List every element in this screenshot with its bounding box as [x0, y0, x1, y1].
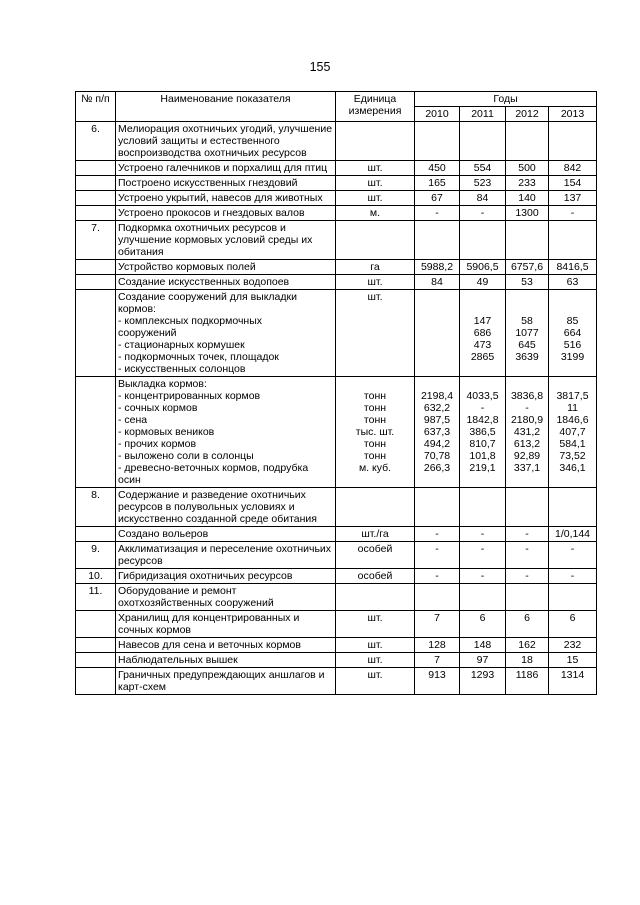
row-value-line	[551, 378, 594, 390]
row-unit: шт./га	[336, 527, 415, 542]
row-value: 154	[549, 176, 597, 191]
row-value-line: 637,3	[423, 426, 451, 438]
row-value-line	[551, 303, 594, 315]
row-value: -	[415, 569, 460, 584]
row-name-text: Мелиорация охотничьих угодий, улучшение условий защиты и естественного воспроизводства охотничьих ресурсов	[118, 123, 333, 159]
row-value-line: 386,5	[469, 426, 496, 438]
row-value	[506, 377, 549, 488]
table-row	[76, 488, 597, 527]
row-number	[76, 653, 116, 668]
row-name-line: - стационарных кормушек	[118, 339, 245, 351]
row-value: 140	[506, 191, 549, 206]
row-unit: м.	[336, 206, 415, 221]
row-unit-line	[338, 315, 412, 327]
row-value: 67	[415, 191, 460, 206]
row-value-line: -	[525, 402, 529, 414]
row-name-text: Устроено галечников и порхалищ для птиц	[118, 162, 328, 174]
row-value-line: 1842,8	[466, 414, 499, 426]
row-unit-line: тонн	[363, 438, 387, 450]
row-value-line: 4033,5	[466, 390, 499, 402]
row-number	[76, 275, 116, 290]
row-unit: га	[336, 260, 415, 275]
row-value	[415, 377, 460, 488]
row-unit-line: тыс. шт.	[355, 426, 395, 438]
row-name-text: Акклиматизация и переселение охотничьих ресурсов	[118, 543, 332, 567]
row-value-line: 92,89	[513, 450, 541, 462]
row-unit-line: м. куб.	[358, 462, 392, 474]
row-value: -	[549, 569, 597, 584]
row-unit	[336, 377, 415, 488]
row-value: -	[460, 206, 506, 221]
row-value	[415, 584, 460, 611]
table-header	[76, 92, 597, 122]
table-row	[76, 611, 597, 638]
row-name	[116, 290, 336, 377]
header-year: 2011	[460, 107, 506, 122]
row-value-line	[508, 378, 546, 390]
row-name-line: кормов:	[118, 303, 156, 315]
row-value	[506, 290, 549, 377]
row-unit-line: тонн	[363, 414, 387, 426]
row-value	[460, 221, 506, 260]
row-value: 162	[506, 638, 549, 653]
row-unit-line	[338, 351, 412, 363]
header-year: 2013	[549, 107, 597, 122]
row-unit: шт.	[336, 638, 415, 653]
row-value: 53	[506, 275, 549, 290]
row-value: -	[460, 569, 506, 584]
row-value	[549, 377, 597, 488]
row-name-line: - сена	[118, 414, 148, 426]
row-name	[116, 638, 336, 653]
row-value: 63	[549, 275, 597, 290]
row-unit	[336, 221, 415, 260]
row-value-line: 219,1	[469, 462, 496, 474]
row-value-line	[508, 291, 546, 303]
row-name-text: Устроено прокосов и гнездовых валов	[118, 207, 305, 219]
row-value-line: 2865	[470, 351, 495, 363]
row-value	[415, 122, 460, 161]
row-value-line: 987,5	[423, 414, 451, 426]
row-value: -	[415, 527, 460, 542]
row-value-line	[508, 363, 546, 375]
row-value: 6	[506, 611, 549, 638]
row-value-line: 3836,8	[510, 390, 544, 402]
row-name-line: сооружений	[118, 327, 177, 339]
header-year: 2010	[415, 107, 460, 122]
row-name-text: Хранилищ для концентрированных и сочных кормов	[118, 612, 300, 636]
row-value: -	[460, 527, 506, 542]
row-unit	[336, 290, 415, 377]
row-value	[415, 290, 460, 377]
row-unit-line	[338, 327, 412, 339]
row-name-line: - концентрированных кормов	[118, 390, 261, 402]
row-value-line: 11	[567, 402, 578, 414]
row-value: -	[549, 542, 597, 569]
row-value-line	[462, 474, 503, 486]
row-unit-line	[338, 303, 412, 315]
row-value-line: 494,2	[423, 438, 451, 450]
row-value	[549, 584, 597, 611]
row-value-line: 613,2	[513, 438, 541, 450]
row-name	[116, 122, 336, 161]
row-value: 5906,5	[460, 260, 506, 275]
row-value-line: 2198,4	[420, 390, 454, 402]
row-value-line: 645	[518, 339, 536, 351]
row-value: -	[415, 206, 460, 221]
row-name-text: Наблюдательных вышек	[118, 654, 238, 666]
row-unit: шт.	[336, 668, 415, 695]
row-name-line: - подкормочных точек, площадок	[118, 351, 279, 363]
row-value-line: -	[480, 402, 485, 414]
row-value-line: 70,78	[423, 450, 451, 462]
row-name	[116, 191, 336, 206]
table-row	[76, 377, 597, 488]
row-name	[116, 377, 336, 488]
row-value: 554	[460, 161, 506, 176]
row-value	[506, 221, 549, 260]
row-value: 7	[415, 653, 460, 668]
row-name-text: Гибридизация охотничьих ресурсов	[118, 570, 293, 582]
table-row	[76, 275, 597, 290]
row-value-line: 516	[563, 339, 582, 351]
row-number	[76, 638, 116, 653]
row-unit: шт.	[336, 176, 415, 191]
row-value	[506, 584, 549, 611]
row-value-line: 473	[473, 339, 492, 351]
row-number: 10.	[76, 569, 116, 584]
row-name	[116, 206, 336, 221]
row-name	[116, 527, 336, 542]
row-value: 84	[415, 275, 460, 290]
row-value-line: 147	[473, 315, 492, 327]
row-value: -	[506, 542, 549, 569]
row-value-line	[417, 474, 457, 486]
row-value: 15	[549, 653, 597, 668]
row-unit	[336, 488, 415, 527]
row-value-line: 266,3	[423, 462, 451, 474]
row-value-line	[417, 378, 457, 390]
row-value-line: 3639	[515, 351, 539, 363]
row-value-line	[551, 363, 594, 375]
row-value: 5988,2	[415, 260, 460, 275]
row-name-text: Устройство кормовых полей	[118, 261, 256, 273]
row-name-line: Создание сооружений для выкладки	[118, 291, 297, 303]
row-value-line	[508, 474, 546, 486]
row-number	[76, 668, 116, 695]
row-number	[76, 260, 116, 275]
row-value: 137	[549, 191, 597, 206]
row-unit-line: тонн	[363, 390, 387, 402]
row-value: 165	[415, 176, 460, 191]
row-number: 8.	[76, 488, 116, 527]
row-value: 6	[549, 611, 597, 638]
row-name-text: Создано вольеров	[118, 528, 209, 540]
data-table	[75, 91, 597, 695]
row-value: 97	[460, 653, 506, 668]
row-name-line: - древесно-веточных кормов, подрубка	[118, 462, 309, 474]
row-number: 9.	[76, 542, 116, 569]
table-row	[76, 161, 597, 176]
row-value: -	[460, 542, 506, 569]
row-value: 913	[415, 668, 460, 695]
row-value: 6	[460, 611, 506, 638]
row-value	[415, 488, 460, 527]
row-unit: шт.	[336, 275, 415, 290]
row-value-line	[417, 291, 457, 303]
row-number	[76, 377, 116, 488]
table-row	[76, 542, 597, 569]
row-value: 8416,5	[549, 260, 597, 275]
row-value-line: 664	[563, 327, 582, 339]
row-value-line: 73,52	[559, 450, 586, 462]
row-value: 18	[506, 653, 549, 668]
row-value: 450	[415, 161, 460, 176]
row-number	[76, 206, 116, 221]
row-name-line: - искусственных солонцов	[118, 363, 246, 375]
row-name-text: Построено искусственных гнездовий	[118, 177, 298, 189]
row-unit-line	[338, 378, 412, 390]
row-value-line: 346,1	[559, 462, 586, 474]
table-row	[76, 638, 597, 653]
row-value-line	[551, 291, 594, 303]
row-value-line	[551, 474, 594, 486]
row-value-line	[508, 303, 546, 315]
row-name-text: Устроено укрытий, навесов для животных	[118, 192, 323, 204]
row-name	[116, 260, 336, 275]
row-name-line: - выложено соли в солонцы	[118, 450, 254, 462]
row-name-line: осин	[118, 474, 141, 486]
row-name	[116, 542, 336, 569]
row-unit: шт.	[336, 161, 415, 176]
row-value-line	[417, 339, 457, 351]
header-year: 2012	[506, 107, 549, 122]
row-unit: шт.	[336, 191, 415, 206]
row-unit	[336, 584, 415, 611]
row-value-line: 3817,5	[556, 390, 589, 402]
row-unit-line	[338, 474, 412, 486]
header-name: Наименование показателя	[116, 92, 336, 122]
row-value-line: 85	[566, 315, 579, 327]
row-value: -	[506, 569, 549, 584]
row-value-line: 337,1	[513, 462, 541, 474]
row-name-text: Граничных предупреждающих аншлагов и карт-схем	[118, 669, 325, 693]
row-unit-line: тонн	[363, 450, 387, 462]
row-value-line	[462, 363, 503, 375]
row-name-line: - сочных кормов	[118, 402, 198, 414]
row-value	[460, 290, 506, 377]
row-value-line	[462, 303, 503, 315]
row-number: 7.	[76, 221, 116, 260]
row-value	[506, 488, 549, 527]
row-name-text: Подкормка охотничьих ресурсов и улучшение кормовых условий среды их обитания	[118, 222, 313, 258]
table-row	[76, 122, 597, 161]
table-row	[76, 569, 597, 584]
row-name-line: - кормовых веников	[118, 426, 215, 438]
row-value-line: 431,2	[513, 426, 541, 438]
header-unit: Единица измерения	[336, 92, 415, 122]
row-value	[549, 290, 597, 377]
row-value	[460, 488, 506, 527]
row-name-line: Выкладка кормов:	[118, 378, 207, 390]
row-name	[116, 161, 336, 176]
row-name	[116, 668, 336, 695]
row-unit-line	[338, 339, 412, 351]
table-row	[76, 290, 597, 377]
row-unit: шт.	[336, 653, 415, 668]
header-num: № п/п	[76, 92, 116, 122]
row-value: -	[415, 542, 460, 569]
table-row	[76, 260, 597, 275]
row-value: 7	[415, 611, 460, 638]
row-value: 49	[460, 275, 506, 290]
row-unit-line: тонн	[363, 402, 387, 414]
row-value	[415, 221, 460, 260]
row-name	[116, 584, 336, 611]
row-value: 148	[460, 638, 506, 653]
row-value-line: 2180,9	[510, 414, 544, 426]
row-value-line: 632,2	[423, 402, 451, 414]
row-value: 1186	[506, 668, 549, 695]
header-years: Годы	[415, 92, 597, 107]
row-value: 1293	[460, 668, 506, 695]
row-name	[116, 569, 336, 584]
table-row	[76, 191, 597, 206]
row-value-line: 584,1	[559, 438, 586, 450]
row-value-line: 686	[473, 327, 492, 339]
row-value-line: 810,7	[469, 438, 496, 450]
row-value-line	[417, 303, 457, 315]
row-value: -	[506, 527, 549, 542]
row-value-line	[417, 327, 457, 339]
row-unit	[336, 122, 415, 161]
row-value: 232	[549, 638, 597, 653]
row-value: 842	[549, 161, 597, 176]
row-name-line: - прочих кормов	[118, 438, 197, 450]
row-number	[76, 611, 116, 638]
row-value-line: 1077	[515, 327, 539, 339]
row-value	[549, 488, 597, 527]
row-value-line: 3199	[560, 351, 585, 363]
row-value-line: 1846,6	[556, 414, 589, 426]
table-body	[76, 122, 597, 695]
row-name	[116, 221, 336, 260]
table-row	[76, 668, 597, 695]
row-unit-line	[338, 363, 412, 375]
row-name-text: Навесов для сена и веточных кормов	[118, 639, 301, 651]
row-unit: особей	[336, 542, 415, 569]
row-unit: шт.	[336, 611, 415, 638]
row-value	[506, 122, 549, 161]
row-number	[76, 176, 116, 191]
table-row	[76, 527, 597, 542]
row-name-text: Содержание и разведение охотничьих ресурсов в полувольных условиях и искусственно созданной среде обитания	[118, 489, 317, 525]
row-value	[460, 377, 506, 488]
row-value: 523	[460, 176, 506, 191]
row-value-line	[417, 351, 457, 363]
row-value-line	[462, 378, 503, 390]
row-value-line	[462, 291, 503, 303]
table-row	[76, 653, 597, 668]
row-number: 6.	[76, 122, 116, 161]
row-value	[549, 221, 597, 260]
row-value-line	[417, 363, 457, 375]
page-number: 155	[309, 60, 331, 74]
row-value	[460, 122, 506, 161]
row-value: 6757,6	[506, 260, 549, 275]
row-value-line: 407,7	[559, 426, 586, 438]
row-value: 1314	[549, 668, 597, 695]
row-number	[76, 290, 116, 377]
row-value: 84	[460, 191, 506, 206]
row-value: 1/0,144	[549, 527, 597, 542]
row-value-line: 101,8	[469, 450, 496, 462]
row-value	[549, 122, 597, 161]
row-name	[116, 488, 336, 527]
row-name	[116, 611, 336, 638]
row-value: 1300	[506, 206, 549, 221]
row-value: -	[549, 206, 597, 221]
row-unit: особей	[336, 569, 415, 584]
table-row	[76, 221, 597, 260]
row-value: 233	[506, 176, 549, 191]
row-value	[460, 584, 506, 611]
row-unit-line: шт.	[367, 291, 383, 303]
row-value: 500	[506, 161, 549, 176]
row-number	[76, 527, 116, 542]
row-name	[116, 176, 336, 191]
table-row	[76, 176, 597, 191]
row-value: 128	[415, 638, 460, 653]
row-number	[76, 161, 116, 176]
row-name-line: - комплексных подкормочных	[118, 315, 263, 327]
table-row	[76, 584, 597, 611]
table-row	[76, 206, 597, 221]
row-number	[76, 191, 116, 206]
row-value-line	[417, 315, 457, 327]
row-name	[116, 275, 336, 290]
row-number: 11.	[76, 584, 116, 611]
row-value-line: 58	[521, 315, 533, 327]
row-name-text: Создание искусственных водопоев	[118, 276, 290, 288]
row-name	[116, 653, 336, 668]
row-name-text: Оборудование и ремонт охотхозяйственных сооружений	[118, 585, 274, 609]
